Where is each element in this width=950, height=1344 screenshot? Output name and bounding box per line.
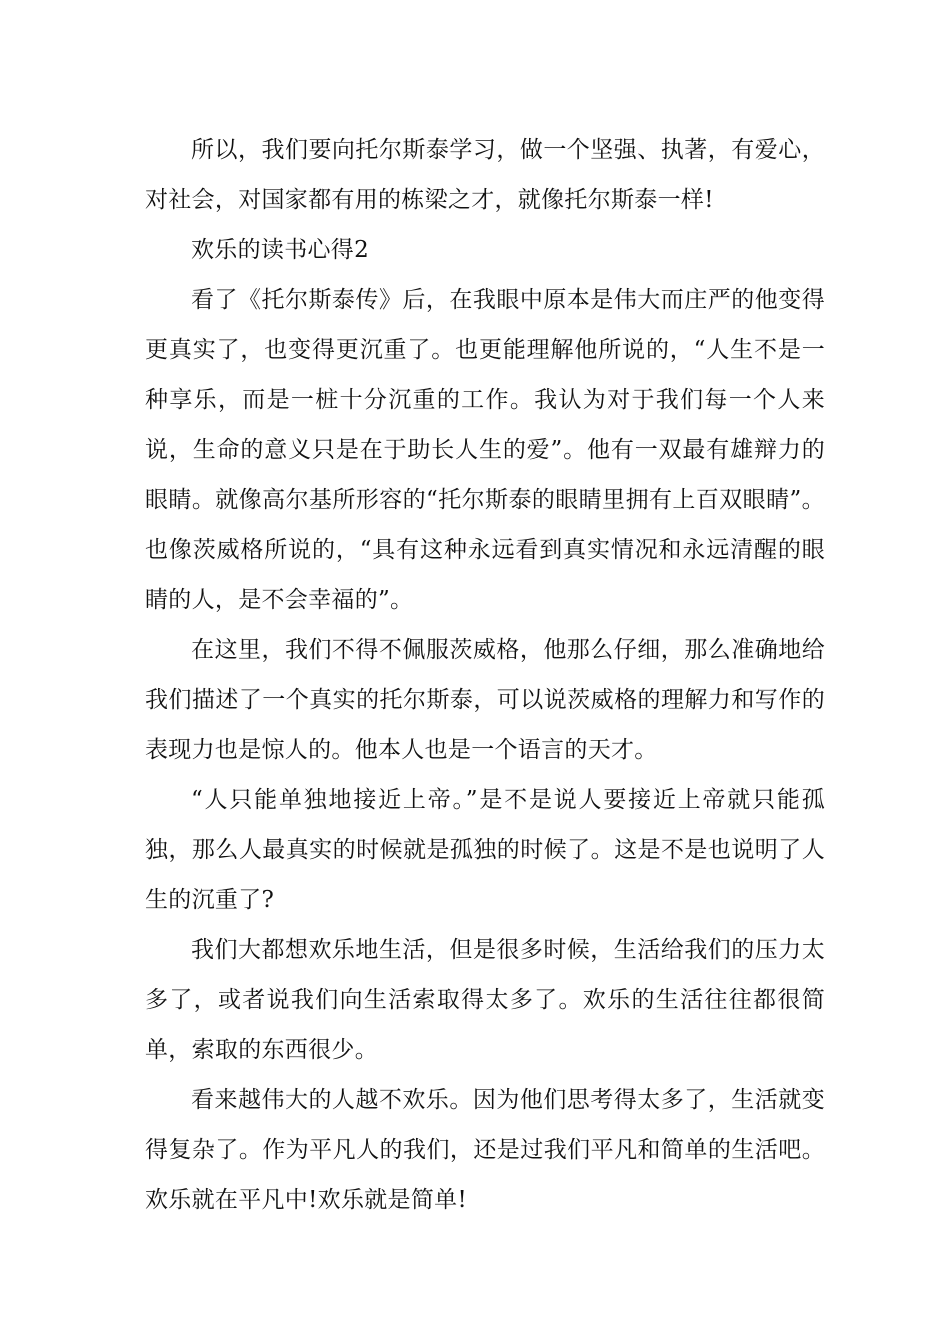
paragraph-simplicity: 看来越伟大的人越不欢乐。因为他们思考得太多了，生活就变得复杂了。作为平凡人的我们，还是过我们平凡和简单的生活吧。欢乐就在平凡中!欢乐就是简单!	[145, 1087, 825, 1213]
paragraph-reading: 看了《托尔斯泰传》后，在我眼中原本是伟大而庄严的他变得更真实了，也变得更沉重了。也更能理解他所说的，“人生不是一种享乐，而是一桩十分沉重的工作。我认为对于我们每一个人来说，生命的意义只是在于助长人生的爱”。他有一双最有雄辩力的眼睛。就像高尔基所形容的“托尔斯泰的眼睛里拥有上百双眼睛”。也像茨威格所说的，“具有这种永远看到真实情况和永远清醒的眼睛的人，是不会幸福的”。	[145, 287, 825, 613]
section-heading: 欢乐的读书心得2	[191, 237, 370, 263]
document-body	[145, 125, 825, 1225]
paragraph-conclusion: 所以，我们要向托尔斯泰学习，做一个坚强、执著，有爱心，对社会，对国家都有用的栋梁之才，就像托尔斯泰一样!	[145, 137, 825, 213]
paragraph-zweig: 在这里，我们不得不佩服茨威格，他那么仔细，那么准确地给我们描述了一个真实的托尔斯泰，可以说茨威格的理解力和写作的表现力也是惊人的。他本人也是一个语言的天才。	[145, 637, 825, 763]
paragraph-life-pressure: 我们大都想欢乐地生活，但是很多时候，生活给我们的压力太多了，或者说我们向生活索取得太多了。欢乐的生活往往都很简单，索取的东西很少。	[145, 937, 825, 1063]
paragraph-god: “人只能单独地接近上帝。”是不是说人要接近上帝就只能孤独，那么人最真实的时候就是孤独的时候了。这是不是也说明了人生的沉重了?	[145, 787, 825, 913]
